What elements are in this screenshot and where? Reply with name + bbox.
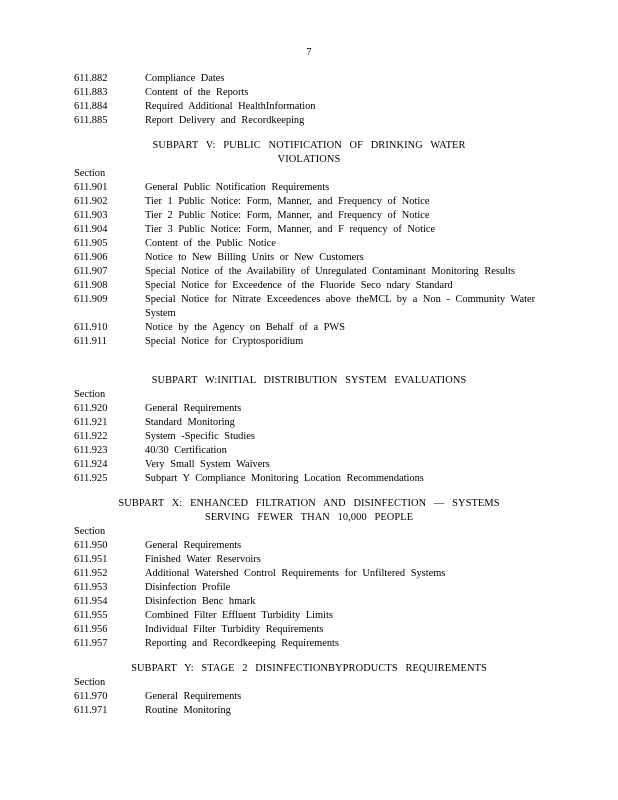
section-title: Tier 1 Public Notice: Form, Manner, and Frequency of Notice: [145, 196, 430, 207]
section-number: 611.882: [74, 73, 108, 84]
section-number: 611.904: [74, 224, 108, 235]
section-title: Combined Filter Effluent Turbidity Limits: [145, 610, 333, 621]
toc-entry: [74, 209, 544, 223]
subpart-heading: SUBPART W:INITIAL DISTRIBUTION SYSTEM EVALUATIONS: [151, 375, 467, 386]
subpart-heading: SUBPART X: ENHANCED FILTRATION AND DISINFECTION — SYSTEMS: [118, 498, 500, 509]
toc-entry: [74, 444, 544, 458]
section-number: 611.907: [74, 266, 108, 277]
section-number: 611.902: [74, 196, 108, 207]
section-title: General Public Notification Requirements: [145, 182, 330, 193]
section-number: 611.922: [74, 431, 108, 442]
section-title: Compliance Dates: [145, 73, 225, 84]
toc-group: [74, 497, 544, 651]
toc-entry: [74, 195, 544, 209]
toc-entry: [74, 704, 544, 718]
subpart-heading: SUBPART Y: STAGE 2 DISINFECTIONBYPRODUCTS REQUIREMENTS: [131, 663, 487, 674]
section-title: Disinfection Profile: [145, 582, 231, 593]
toc-entry: [74, 430, 544, 444]
toc-entry: [74, 553, 544, 567]
subpart-heading: SUBPART V: PUBLIC NOTIFICATION OF DRINKING WATER: [152, 140, 466, 151]
section-title: Required Additional HealthInformation: [145, 101, 316, 112]
section-title: Subpart Y Compliance Monitoring Location Recommendations: [145, 473, 424, 484]
section-number: 611.971: [74, 705, 108, 716]
section-title: Notice by the Agency on Behalf of a PWS: [145, 322, 346, 333]
section-number: 611.954: [74, 596, 108, 607]
toc-entry: [74, 321, 544, 335]
toc-group: [74, 374, 544, 486]
section-title: Finished Water Reservoirs: [145, 554, 261, 565]
section-title: General Requirements: [145, 403, 242, 414]
toc-entry: [74, 567, 544, 581]
section-number: 611.925: [74, 473, 108, 484]
toc-entry: [74, 416, 544, 430]
page-number: 7: [306, 47, 312, 58]
section-number: 611.955: [74, 610, 108, 621]
section-title: Content of the Reports: [145, 87, 249, 98]
section-title: Tier 3 Public Notice: Form, Manner, and F requency of Notice: [145, 224, 436, 235]
toc-entry: [74, 595, 544, 609]
toc-entry: [74, 335, 544, 349]
toc-entry: [74, 237, 544, 251]
section-title: Additional Watershed Control Requirements for Unfiltered Systems: [145, 568, 446, 579]
section-title: Special Notice for Nitrate Exceedences above theMCL by a Non - Community Water System: [145, 294, 536, 319]
section-title: 40/30 Certification: [145, 445, 227, 456]
section-number: 611.970: [74, 691, 108, 702]
section-number: 611.957: [74, 638, 108, 649]
section-title: Special Notice of the Availability of Unregulated Contaminant Monitoring Results: [145, 266, 515, 277]
toc-group: [74, 72, 544, 128]
section-number: 611.885: [74, 115, 108, 126]
section-title: Notice to New Billing Units or New Customers: [145, 252, 364, 263]
toc-entry: [74, 609, 544, 623]
section-number: 611.909: [74, 294, 108, 305]
section-number: 611.952: [74, 568, 108, 579]
section-number: 611.924: [74, 459, 108, 470]
toc-entry: [74, 100, 544, 114]
section-number: 611.953: [74, 582, 108, 593]
toc-entry: [74, 181, 544, 195]
section-number: 611.923: [74, 445, 108, 456]
toc-entry: [74, 402, 544, 416]
section-number: 611.910: [74, 322, 108, 333]
section-label: Section: [74, 677, 106, 688]
section-number: 611.905: [74, 238, 108, 249]
section-title: Tier 2 Public Notice: Form, Manner, and Frequency of Notice: [145, 210, 430, 221]
toc-entry: [74, 293, 544, 321]
toc-entry: [74, 265, 544, 279]
section-number: 611.908: [74, 280, 108, 291]
section-number: 611.903: [74, 210, 108, 221]
subpart-heading: VIOLATIONS: [277, 154, 341, 165]
subpart-heading: SERVING FEWER THAN 10,000 PEOPLE: [204, 512, 414, 523]
section-number: 611.911: [74, 336, 107, 347]
toc-entry: [74, 223, 544, 237]
section-title: Content of the Public Notice: [145, 238, 276, 249]
toc-entry: [74, 690, 544, 704]
section-number: 611.906: [74, 252, 108, 263]
toc-entry: [74, 458, 544, 472]
section-number: 611.884: [74, 101, 108, 112]
section-title: System -Specific Studies: [145, 431, 255, 442]
toc-entry: [74, 472, 544, 486]
toc-entry: [74, 279, 544, 293]
section-title: Reporting and Recordkeeping Requirements: [145, 638, 339, 649]
section-title: Very Small System Waivers: [145, 459, 270, 470]
toc-entry: [74, 623, 544, 637]
section-title: Standard Monitoring: [145, 417, 235, 428]
toc-entry: [74, 637, 544, 651]
section-title: Special Notice for Exceedence of the Fluoride Seco ndary Standard: [145, 280, 453, 291]
toc-entry: [74, 539, 544, 553]
section-title: General Requirements: [145, 540, 242, 551]
toc-entry: [74, 114, 544, 128]
section-title: General Requirements: [145, 691, 242, 702]
section-number: 611.901: [74, 182, 108, 193]
section-label: Section: [74, 526, 106, 537]
section-label: Section: [74, 168, 106, 179]
section-title: Individual Filter Turbidity Requirements: [145, 624, 324, 635]
section-number: 611.920: [74, 403, 108, 414]
toc-entry: [74, 251, 544, 265]
section-title: Special Notice for Cryptosporidium: [145, 336, 304, 347]
toc-entry: [74, 86, 544, 100]
section-number: 611.950: [74, 540, 108, 551]
section-number: 611.956: [74, 624, 108, 635]
section-number: 611.883: [74, 87, 108, 98]
toc-entry: [74, 72, 544, 86]
section-label: Section: [74, 389, 106, 400]
toc-group: [74, 662, 544, 718]
section-title: Disinfection Benc hmark: [145, 596, 256, 607]
toc-group: [74, 139, 544, 349]
section-number: 611.921: [74, 417, 108, 428]
section-number: 611.951: [74, 554, 108, 565]
section-title: Report Delivery and Recordkeeping: [145, 115, 305, 126]
toc-entry: [74, 581, 544, 595]
section-title: Routine Monitoring: [145, 705, 231, 716]
